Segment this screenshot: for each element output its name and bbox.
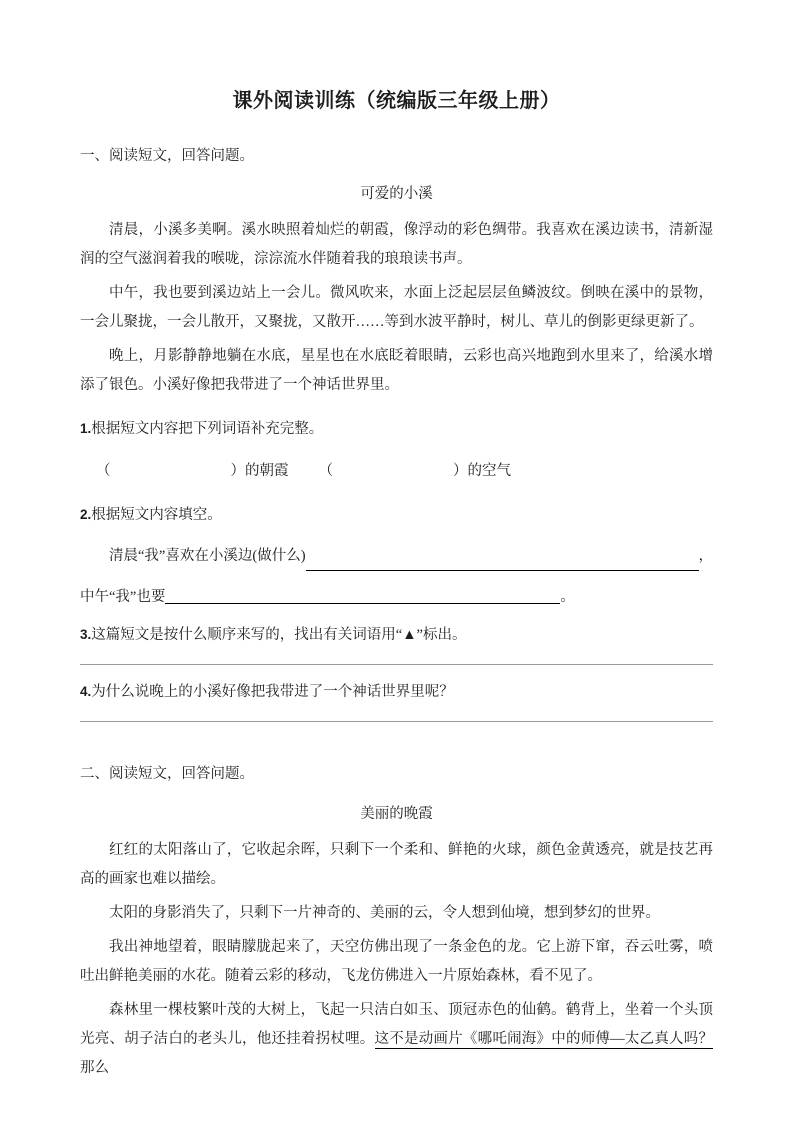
- fill-line-prefix: 中午“我”也要: [80, 589, 166, 605]
- fill-line-noon: [80, 583, 713, 612]
- fill-line-prefix: 清晨“我”喜欢在小溪边(做什么): [109, 548, 306, 564]
- answer-blank-line[interactable]: [306, 555, 699, 571]
- paren-open: （: [96, 463, 111, 479]
- section-2: [80, 762, 713, 1083]
- question-number: 4.: [80, 684, 92, 699]
- question-text: 根据短文内容把下列词语补充完整。: [91, 421, 324, 437]
- paragraph-text: 森林里一棵枝繁叶茂的大树上，飞起一只洁白如玉、顶冠赤色的仙鹤。鹤背上，坐着一个头顶光亮、胡子洁白的老头儿，他还挂着拐杖哩。: [80, 1002, 713, 1047]
- underlined-sentence: 这不是动画片《哪吒闹海》中的师傅—太乙真人吗？: [374, 1031, 714, 1047]
- question-text: 根据短文内容填空。: [91, 507, 222, 523]
- question-4: [80, 677, 713, 707]
- fill-line-morning: [80, 542, 713, 571]
- fill-line-suffix: 。: [560, 589, 575, 605]
- paren-close-label: ）的空气: [453, 463, 511, 479]
- answer-line[interactable]: [80, 721, 713, 722]
- fill-blank-row: [80, 457, 713, 486]
- question-3: [80, 620, 713, 650]
- answer-blank-line[interactable]: [165, 588, 560, 604]
- question-text: 这篇短文是按什么顺序来写的，找出有关词语用“▲”标出。: [91, 627, 467, 643]
- question-text: 为什么说晚上的小溪好像把我带进了一个神话世界里呢？: [91, 684, 454, 700]
- page-title: 课外阅读训练（统编版三年级上册）: [232, 90, 561, 112]
- passage-paragraph: 红红的太阳落山了，它收起余晖，只剩下一个柔和、鲜艳的火球，颜色金黄透亮，就是技艺再高的画家也难以描绘。: [80, 842, 713, 887]
- section-1: [80, 144, 713, 722]
- question-1: [80, 414, 713, 444]
- section-2-heading: 二、阅读短文，回答问题。: [80, 766, 254, 782]
- fill-line-suffix: ，: [698, 548, 713, 564]
- passage-paragraph: 中午，我也要到溪边站上一会儿。微风吹来，水面上泛起层层鱼鳞波纹。倒映在溪中的景物，一会儿聚拢，一会儿散开，又聚拢，又散开……等到水波平静时，树儿、草儿的倒影更绿更新了。: [80, 285, 713, 330]
- paragraph-text: 那么: [80, 1060, 109, 1076]
- passage-paragraph: 清晨，小溪多美啊。溪水映照着灿烂的朝霞，像浮动的彩色绸带。我喜欢在溪边读书，清新湿润的空气滋润着我的喉咙，淙淙流水伴随着我的琅琅读书声。: [80, 222, 713, 267]
- question-number: 1.: [80, 421, 92, 436]
- section-1-heading: 一、阅读短文，回答问题。: [80, 148, 254, 164]
- passage-paragraph: 太阳的身影消失了，只剩下一片神奇的、美丽的云，令人想到仙境，想到梦幻的世界。: [109, 905, 660, 921]
- passage-paragraph: 我出神地望着，眼睛朦胧起来了，天空仿佛出现了一条金色的龙。它上游下窜，吞云吐雾，喷吐出鲜艳美丽的水花。随着云彩的移动，飞龙仿佛进入一片原始森林，看不见了。: [80, 939, 713, 984]
- passage-2-title: 美丽的晚霞: [360, 806, 433, 822]
- passage-paragraph: 晚上，月影静静地躺在水底，星星也在水底眨着眼睛，云彩也高兴地跑到水里来了，给溪水增添了银色。小溪好像把我带进了一个神话世界里。: [80, 348, 713, 393]
- question-number: 2.: [80, 507, 92, 522]
- question-2: [80, 500, 713, 530]
- answer-line[interactable]: [80, 664, 713, 665]
- paren-close-label: ）的朝霞: [230, 463, 289, 479]
- passage-paragraph: [80, 996, 713, 1083]
- question-number: 3.: [80, 627, 92, 642]
- paren-open: （: [318, 463, 333, 479]
- passage-1-title: 可爱的小溪: [360, 186, 433, 202]
